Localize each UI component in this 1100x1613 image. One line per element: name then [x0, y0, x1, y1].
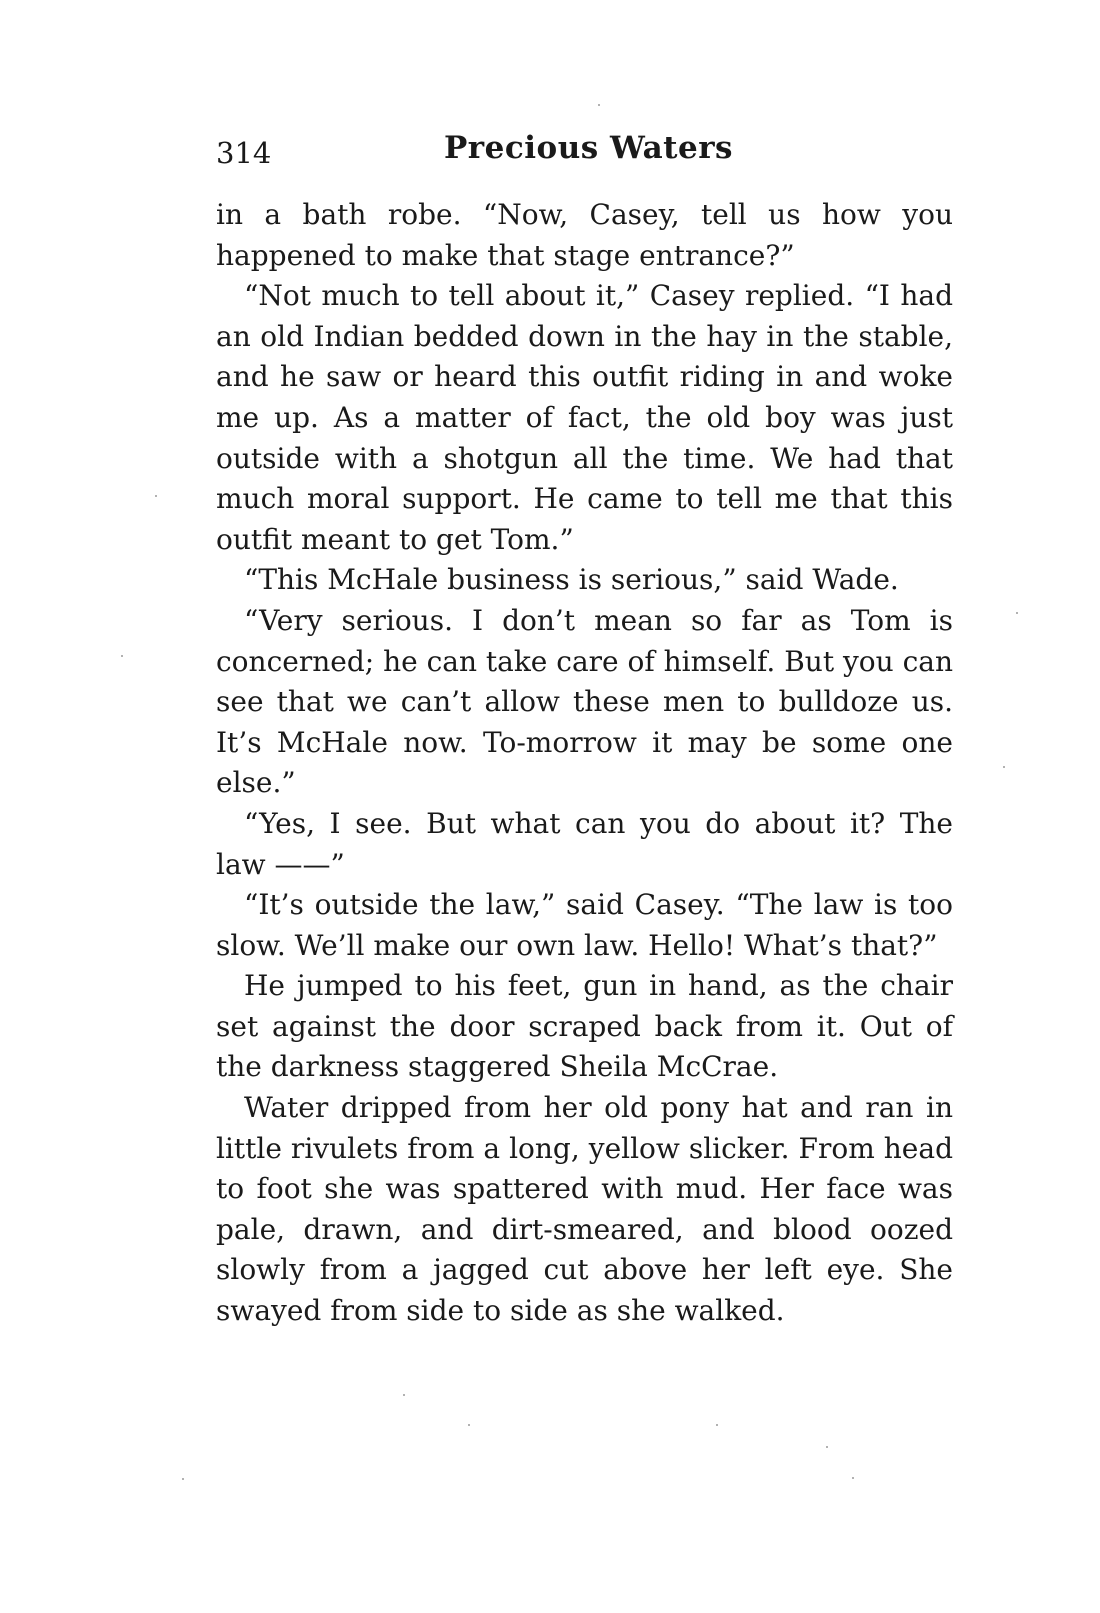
speck: [468, 1424, 470, 1426]
paragraph: “Not much to tell about it,” Casey replied. “I had an old Indian bedded down in the hay in the stable, and he saw or heard this outfit riding in and woke me up. As a matter of fact, the old boy was just outside with a shotgun all the time. We had that much moral support. He came to tell me that this outfit meant to get Tom.”: [216, 279, 953, 556]
speck: [1016, 612, 1018, 614]
speck: [1003, 766, 1005, 768]
running-title: Precious Waters: [444, 130, 734, 166]
paragraph: “This McHale business is serious,” said Wade.: [244, 563, 899, 597]
page-number: 314: [216, 136, 272, 170]
body-text: [216, 195, 953, 1332]
paragraph: “It’s outside the law,” said Casey. “The law is too slow. We’ll make our own law. Hello! What’s that?”: [216, 888, 953, 962]
speck: [155, 495, 157, 497]
speck: [121, 655, 123, 657]
speck: [598, 104, 600, 106]
speck: [852, 1477, 854, 1479]
speck: [826, 1446, 828, 1448]
speck: [716, 1424, 718, 1426]
speck: [182, 1478, 184, 1480]
speck: [403, 1394, 405, 1396]
page-header: [216, 130, 956, 180]
paragraph: He jumped to his feet, gun in hand, as the chair set against the door scraped back from it. Out of the darkness staggered Sheila McCrae.: [216, 969, 953, 1084]
paragraph: “Yes, I see. But what can you do about it? The law ——”: [216, 806, 953, 881]
paragraph-continued: in a bath robe. “Now, Casey, tell us how you happened to make that stage entrance?”: [216, 198, 953, 272]
paragraph: Water dripped from her old pony hat and ran in little rivulets from a long, yellow slicker. From head to foot she was spattered with mud. Her face was pale, drawn, and dirt-smeared, and blood oozed slowly from a jagged cut above her left eye. She swayed from side to side as she walked.: [216, 1091, 953, 1328]
paragraph: “Very serious. I don’t mean so far as Tom is concerned; he can take care of himself. But you can see that we can’t allow these men to bulldoze us. It’s McHale now. To-morrow it may be some one else.”: [216, 603, 953, 800]
